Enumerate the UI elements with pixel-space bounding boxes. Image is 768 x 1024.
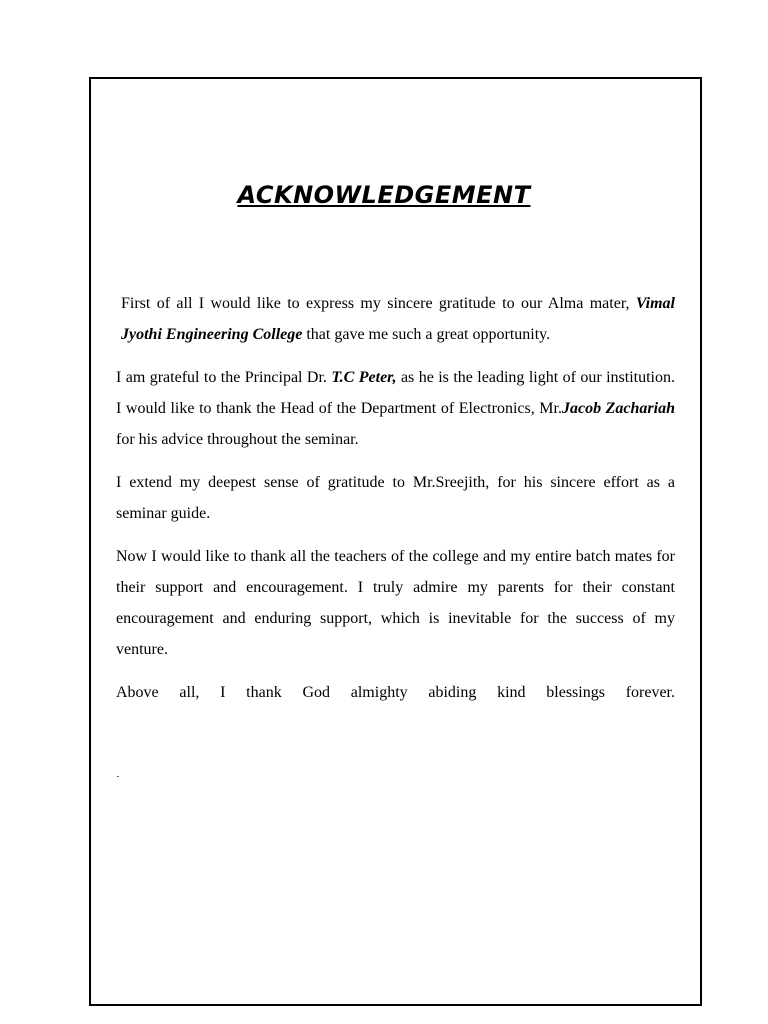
principal-name: T.C Peter,: [331, 369, 397, 386]
paragraph-principal: [116, 362, 675, 455]
paragraph-god: Above all, I thank God almighty abiding kind blessings forever.: [116, 684, 675, 701]
page-title: ACKNOWLEDGEMENT: [237, 181, 531, 209]
paragraph-alma-mater: [116, 288, 675, 350]
college-name: Vimal Jyothi Engineering College: [121, 295, 675, 343]
p2-text-1: I am grateful to the Principal Dr.: [116, 369, 332, 386]
p1-text-2: that gave me such a great opportunity.: [302, 326, 551, 343]
p1-text-1: First of all I would like to express my sincere gratitude to our Alma mater,: [121, 295, 630, 312]
paragraph-teachers-parents: Now I would like to thank all the teachers of the college and my entire batch mates for their support and encouragement. I truly admire my parents for their constant encouragement and enduring support, which is inevitable for the success of my venture.: [116, 548, 675, 658]
p2-text-2: as he is the leading light of our institution. I would like to thank the Head of the Department of Electronics, Mr.: [116, 369, 675, 417]
stray-mark: [117, 776, 119, 777]
paragraph-guide: I extend my deepest sense of gratitude to Mr.Sreejith, for his sincere effort as a seminar guide.: [116, 474, 675, 522]
acknowledgement-body: [116, 288, 675, 720]
p2-text-3: for his advice throughout the seminar.: [116, 431, 359, 448]
hod-name: Jacob Zachariah: [561, 400, 675, 417]
